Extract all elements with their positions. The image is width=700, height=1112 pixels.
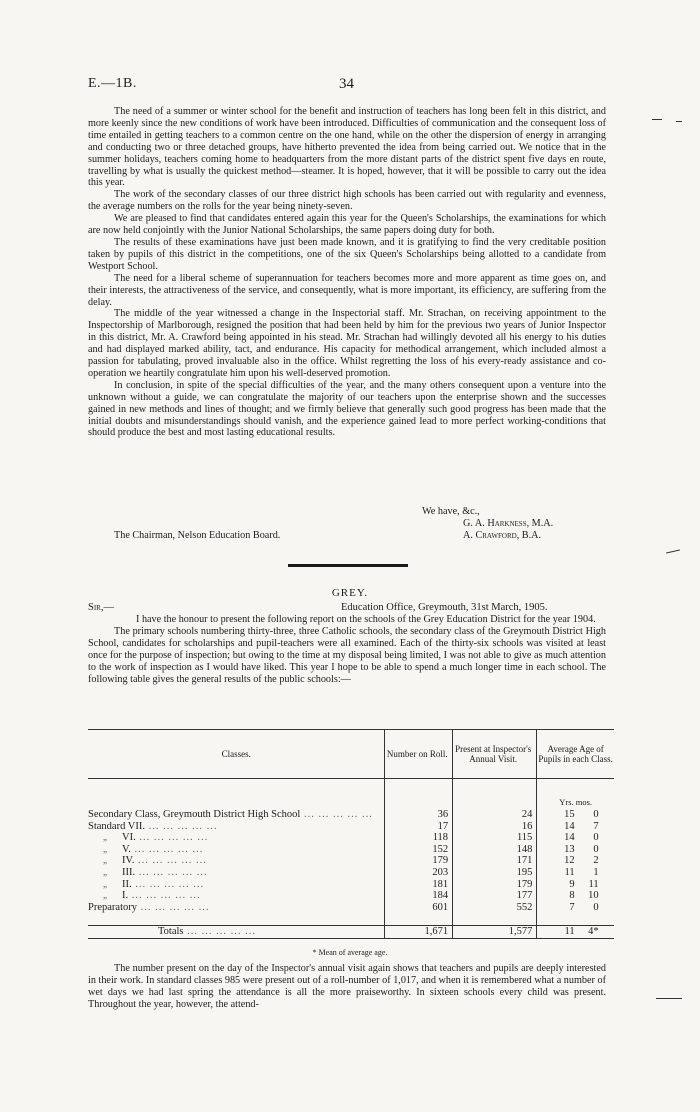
average-age-cell (537, 832, 614, 844)
roll-cell: 17 (385, 821, 453, 833)
average-age-cell (537, 809, 614, 821)
office-dateline: Education Office, Greymouth, 31st March, 1905. (341, 602, 548, 613)
age-months: 0 (593, 843, 599, 855)
leader-dots: ... ... ... ... ... (128, 890, 201, 902)
section-title: GREY. (331, 587, 369, 599)
table-footnote: * Mean of average age. (312, 948, 388, 957)
leader-dots: ... ... ... ... ... (183, 925, 257, 937)
header-classes: Classes. (88, 730, 385, 779)
report-code: E.—1B. (88, 76, 137, 91)
margin-mark (666, 550, 680, 554)
present-cell: 552 (453, 902, 537, 914)
spacer-row (88, 779, 614, 810)
present-cell: 177 (453, 890, 537, 902)
addressee: The Chairman, Nelson Education Board. (114, 530, 281, 541)
paragraph: The number present on the day of the Inspector's annual visit again shows that teachers and pupils are deeply interested in their work. In standard classes 985 were present out of a roll-number of 1,017, and when it is remembered what a number of wet days we had last spring the attendance is all the more praiseworthy. In sixteen schools every child was present. Throughout the year, however, the attend- (88, 963, 606, 1010)
paragraph: The primary schools numbering thirty-three, three Catholic schools, the secondary class of the Greymouth District High School, candidates for scholarships and pupil-teachers were all examined. Each of the thirty-six schools was visited at least once for the purpose of inspection; but owing to the time at my disposal being limited, I was not able to give as much attention to the work of inspection as I would have liked. This year I hope to be able to spend a much longer time in each school. The following table gives the general results of the public schools:— (88, 625, 606, 685)
spacer-row (88, 913, 614, 925)
average-age-cell (537, 925, 614, 938)
signer-harkness: G. A. Harkness, M.A. (463, 518, 554, 529)
margin-mark (676, 121, 682, 122)
totals-row (88, 925, 614, 938)
leader-dots: ... ... ... ... ... (134, 855, 207, 867)
present-cell: 195 (453, 867, 537, 879)
class-label: I. (122, 890, 129, 902)
average-age-cell (537, 821, 614, 833)
ditto-mark: „ (103, 855, 107, 866)
age-months: 11 (588, 878, 599, 890)
ditto-mark: „ (103, 866, 107, 877)
present-cell: 1,577 (453, 925, 537, 938)
class-label-cell (88, 879, 385, 891)
class-label-cell (88, 844, 385, 856)
age-years: 11 (564, 925, 575, 937)
average-age-cell (537, 890, 614, 902)
paragraph: The results of these examinations have just been made known, and it is gratifying to find the very creditable position taken by pupils of this district in the competitions, one of the six Queen's Scholarships being allotted to a candidate from Westport School. (88, 236, 606, 272)
average-age-cell (537, 902, 614, 914)
table-row (88, 902, 614, 914)
average-age-cell (537, 855, 614, 867)
margin-mark (652, 119, 662, 120)
class-label: VI. (122, 832, 136, 844)
age-years: 7 (569, 901, 575, 913)
table-row (88, 821, 614, 833)
roll-cell: 118 (385, 832, 453, 844)
average-age-cell (537, 844, 614, 856)
page-number: 34 (339, 76, 354, 92)
roll-cell: 179 (385, 855, 453, 867)
age-years: 11 (564, 866, 575, 878)
age-months: 4* (588, 925, 599, 937)
table-row (88, 809, 614, 821)
age-months: 0 (593, 832, 599, 844)
age-months: 10 (588, 890, 599, 902)
paragraph: I have the honour to present the following report on the schools of the Grey Education District for the year 1904. (136, 614, 596, 625)
class-label: Standard VII. (88, 820, 145, 832)
age-years: 8 (569, 890, 575, 902)
average-age-cell (537, 867, 614, 879)
class-label: III. (122, 866, 136, 878)
results-table (88, 729, 614, 939)
table-header-row (88, 730, 614, 779)
present-cell: 179 (453, 879, 537, 891)
present-cell: 115 (453, 832, 537, 844)
class-label-cell (88, 867, 385, 879)
paragraph: We are pleased to find that candidates entered again this year for the Queen's Scholarships, the examinations for which are now held conjointly with the Junior National Scholarships, the same papers doing duty for both. (88, 213, 606, 237)
age-months: 0 (593, 901, 599, 913)
age-years: 12 (564, 855, 575, 867)
header-average-age: Average Age of Pupils in each Class. (537, 730, 614, 779)
table-body (88, 779, 614, 939)
table-row (88, 844, 614, 856)
age-months: 1 (593, 866, 599, 878)
class-label: Preparatory (88, 901, 137, 913)
salutation: Sir,— (88, 602, 114, 613)
ditto-mark: „ (103, 890, 107, 901)
leader-dots: ... ... ... ... ... (131, 878, 205, 890)
table-row (88, 890, 614, 902)
class-label: IV. (122, 855, 135, 867)
table-row (88, 867, 614, 879)
paragraph: The middle of the year witnessed a change in the Inspectorial staff. Mr. Strachan, on receiving appointment to the Inspectorship of Marlborough, resigned the position that had been held by him for the previous two years of Junior Inspector in this district, Mr. A. Crawford being appointed in his stead. Mr. Strachan had willingly devoted all his energy to his duties and had displayed marked ability, tact, and endurance. His capacity for methodical arrangement, which included almost a passion for tabulating, proved invaluable also in the office. Whilst regretting the loss of his every-ready assistance and co-operation we heartily congratulate him upon his well-deserved promotion. (88, 308, 606, 379)
ditto-mark: „ (103, 843, 107, 854)
leader-dots: ... ... ... ... ... (135, 832, 209, 844)
closing-body (88, 963, 606, 1011)
grey-report-body (88, 614, 606, 685)
age-months: 7 (593, 820, 599, 832)
roll-cell: 1,671 (385, 925, 453, 938)
leader-dots: ... ... ... ... ... (135, 866, 208, 878)
leader-dots: ... ... ... ... ... (300, 809, 373, 820)
header-roll: Number on Roll. (385, 730, 453, 779)
age-years: 14 (564, 820, 575, 832)
average-age-cell (537, 879, 614, 891)
closing-formula: We have, &c., (422, 506, 480, 517)
table-row (88, 855, 614, 867)
totals-label-cell (88, 925, 385, 938)
present-cell: 16 (453, 821, 537, 833)
age-months: 2 (593, 855, 599, 867)
age-years: 15 (564, 809, 575, 820)
age-years: 14 (564, 832, 575, 844)
ditto-mark: „ (103, 832, 107, 843)
paragraph: The need for a liberal scheme of superannuation for teachers becomes more and more apparent as time goes on, and their interests, the attractiveness of the service, and consequently, what is more important, its efficiency, are suffering from the delay. (88, 272, 606, 308)
class-label-cell (88, 902, 385, 914)
header-present: Present at Inspector's Annual Visit. (453, 730, 537, 779)
class-label-cell (88, 821, 385, 833)
roll-cell: 36 (385, 809, 453, 821)
age-units: Yrs. mos. (537, 779, 614, 810)
paragraph: The work of the secondary classes of our three district high schools has been carried out with regularity and evenness, the average numbers on the rolls for the year being ninety-seven. (88, 189, 606, 213)
margin-mark (656, 998, 682, 999)
table-row (88, 832, 614, 844)
class-label: II. (122, 878, 132, 890)
class-label-cell (88, 855, 385, 867)
leader-dots: ... ... ... ... ... (144, 820, 218, 832)
roll-cell: 181 (385, 879, 453, 891)
class-label: Totals (158, 925, 184, 937)
class-label-cell (88, 890, 385, 902)
leader-dots: ... ... ... ... ... (130, 843, 204, 855)
present-cell: 24 (453, 809, 537, 821)
roll-cell: 601 (385, 902, 453, 914)
age-months: 0 (593, 809, 599, 820)
paragraph: In conclusion, in spite of the special difficulties of the year, and the many others consequent upon a venture into the unknown without a guide, we can congratulate the majority of our teachers upon the enterprise shown and the successes gained in new methods and lines of thought; and we firmly believe that generally such good progress has been made that the initial doubts and misunderstandings should vanish, and the experience gained lead to more perfect working-conditions that should produce the best and most lasting educational results. (88, 379, 606, 439)
class-label: Secondary Class, Greymouth District High School (88, 809, 301, 820)
section-divider (288, 564, 408, 567)
age-years: 9 (569, 878, 575, 890)
paragraph: The need of a summer or winter school for the benefit and instruction of teachers has long been felt in this district, and more keenly since the new conditions of work have been introduced. Difficulties of communication and the consequent loss of time entailed in getting teachers to a common centre on the one hand, while on the other the dispersion of energy in arranging and conducting two or three detached groups, have hitherto prevented the idea from being carried out. We notice that in the summer holidays, teachers coming home to headquarters from the more distant parts of the district spent five days en route, travelling by what is usually the quickest method—steamer. It is hoped, however, that it will be possible to carry out the idea this year. (88, 106, 606, 189)
present-cell: 171 (453, 855, 537, 867)
ditto-mark: „ (103, 878, 107, 889)
class-label: V. (122, 843, 131, 855)
signer-crawford: A. Crawford, B.A. (463, 530, 542, 541)
age-years: 13 (564, 843, 575, 855)
class-label-cell (88, 832, 385, 844)
roll-cell: 203 (385, 867, 453, 879)
class-label-cell (88, 809, 385, 821)
leader-dots: ... ... ... ... ... (136, 901, 210, 913)
roll-cell: 184 (385, 890, 453, 902)
table-row (88, 879, 614, 891)
present-cell: 148 (453, 844, 537, 856)
roll-cell: 152 (385, 844, 453, 856)
nelson-report-body (88, 106, 606, 439)
